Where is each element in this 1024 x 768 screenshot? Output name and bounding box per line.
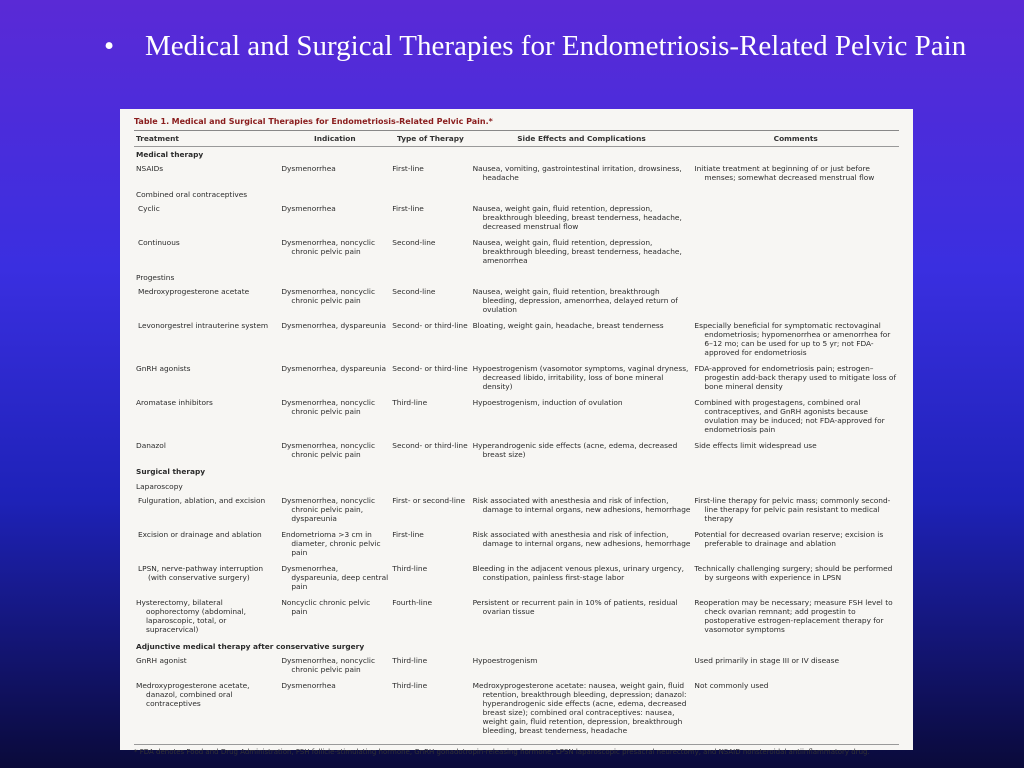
cell-type: First-line [392, 204, 424, 213]
cell-type: First-line [392, 530, 424, 539]
table-title: Medical and Surgical Therapies for Endometriosis-Related Pelvic Pain.* [171, 117, 493, 126]
group-row [134, 270, 899, 285]
cell-indication: Dysmenorrhea [281, 164, 336, 173]
cell-comments: Technically challenging surgery; should be performed by surgeons with experience in LPSN [694, 564, 893, 582]
table-row [134, 654, 899, 679]
cell-type: Second-line [392, 287, 436, 296]
column-header-side-effects: Side Effects and Complications [471, 131, 693, 147]
therapies-table [134, 131, 899, 740]
table-label: Table 1. [134, 117, 170, 126]
table-footnote: * FDA denotes Food and Drug Administration, FSH follicle-stimulating hormone, GnRH gonadotropin-releasing hormone, LPSN laparoscopic presacral neurectomy, and NSAID nonsteroidal antiinflammatory drug. [134, 744, 899, 757]
table-row [134, 439, 899, 464]
cell-comments: Combined with progestagens, combined oral contraceptives, and GnRH agonists because ovulation may be induced; not FDA-approved for endometriosis pain [694, 398, 885, 434]
column-header-treatment: Treatment [134, 131, 279, 147]
cell-side-effects: Medroxyprogesterone acetate: nausea, weight gain, fluid retention, breakthrough bleeding, depression; danazol: hyperandrogenic side effects (acne, edema, decreased breast size); combined oral contraceptives: nausea, weight gain, fluid retention, depression, breakthrough bleeding, breast tenderness, headache [472, 681, 687, 735]
group-heading: Combined oral contraceptives [136, 190, 248, 199]
table-row [134, 562, 899, 596]
table-row [134, 162, 899, 187]
cell-treatment: Excision or drainage and ablation [138, 530, 262, 539]
cell-side-effects: Hypoestrogenism (vasomotor symptoms, vaginal dryness, decreased libido, irritability, loss of bone mineral density) [472, 364, 689, 391]
cell-side-effects: Hypoestrogenism [472, 656, 538, 665]
cell-treatment: Cyclic [138, 204, 160, 213]
table-row [134, 285, 899, 319]
cell-type: Second-line [392, 238, 436, 247]
cell-treatment: Levonorgestrel intrauterine system [138, 321, 269, 330]
cell-indication: Dysmenorrhea, noncyclic chronic pelvic pain [281, 398, 376, 416]
table-row [134, 202, 899, 236]
section-heading: Surgical therapy [136, 467, 206, 476]
group-heading: Progestins [136, 273, 175, 282]
cell-side-effects: Bloating, weight gain, headache, breast tenderness [472, 321, 664, 330]
cell-treatment: LPSN, nerve-pathway interruption (with conservative surgery) [138, 564, 264, 582]
cell-treatment: Aromatase inhibitors [136, 398, 213, 407]
cell-type: First-line [392, 164, 424, 173]
cell-comments: First-line therapy for pelvic mass; commonly second-line therapy for pelvic pain resistant to medical therapy [694, 496, 891, 523]
cell-type: Fourth-line [392, 598, 433, 607]
group-heading: Laparoscopy [136, 482, 183, 491]
table-row [134, 494, 899, 528]
column-header-indication: Indication [279, 131, 390, 147]
cell-indication: Dysmenorrhea, dyspareunia [281, 321, 386, 330]
cell-side-effects: Risk associated with anesthesia and risk of infection, damage to internal organs, new adhesions, hemorrhage [472, 496, 691, 514]
cell-type: Second- or third-line [392, 364, 468, 373]
table-row [134, 528, 899, 562]
table-image [120, 109, 913, 756]
cell-treatment: GnRH agonist [136, 656, 187, 665]
cell-side-effects: Persistent or recurrent pain in 10% of patients, residual ovarian tissue [472, 598, 678, 616]
cell-side-effects: Risk associated with anesthesia and risk of infection, damage to internal organs, new adhesions, hemorrhage [472, 530, 691, 548]
cell-side-effects: Bleeding in the adjacent venous plexus, urinary urgency, constipation, painless first-stage labor [472, 564, 685, 582]
cell-treatment: GnRH agonists [136, 364, 191, 373]
cell-treatment: Fulguration, ablation, and excision [138, 496, 266, 505]
cell-comments: Reoperation may be necessary; measure FSH level to check ovarian remnant; add progestin to postoperative estrogen-replacement therapy for vasomotor symptoms [694, 598, 893, 634]
cell-indication: Dysmenorrhea, dyspareunia [281, 364, 386, 373]
section-row [134, 464, 899, 479]
cell-side-effects: Hyperandrogenic side effects (acne, edema, decreased breast size) [472, 441, 678, 459]
cell-comments: Initiate treatment at beginning of or just before menses; somewhat decreased menstrual flow [694, 164, 875, 182]
cell-treatment: Medroxyprogesterone acetate [138, 287, 250, 296]
cell-indication: Endometrioma >3 cm in diameter, chronic pelvic pain [281, 530, 381, 557]
table-row [134, 236, 899, 270]
table-row [134, 596, 899, 639]
cell-indication: Dysmenorrhea, noncyclic chronic pelvic pain [281, 441, 376, 459]
section-row [134, 639, 899, 654]
cell-type: First- or second-line [392, 496, 466, 505]
cell-side-effects: Nausea, weight gain, fluid retention, depression, breakthrough bleeding, breast tenderness, headache, amenorrhea [472, 238, 682, 265]
cell-indication: Dysmenorrhea [281, 204, 336, 213]
cell-type: Third-line [392, 564, 428, 573]
cell-type: Second- or third-line [392, 321, 468, 330]
table-row [134, 319, 899, 362]
table-row [134, 396, 899, 439]
cell-comments: Side effects limit widespread use [694, 441, 817, 450]
section-heading: Medical therapy [136, 150, 204, 159]
cell-indication: Dysmenorrhea, noncyclic chronic pelvic pain [281, 287, 376, 305]
cell-treatment: Medroxyprogesterone acetate, danazol, combined oral contraceptives [136, 681, 250, 708]
cell-side-effects: Hypoestrogenism, induction of ovulation [472, 398, 623, 407]
cell-type: Third-line [392, 398, 428, 407]
cell-indication: Dysmenorrhea, noncyclic chronic pelvic pain [281, 238, 376, 256]
section-row [134, 147, 899, 163]
cell-side-effects: Nausea, weight gain, fluid retention, depression, breakthrough bleeding, breast tenderness, headache, decreased menstrual flow [472, 204, 682, 231]
cell-indication: Dysmenorrhea, noncyclic chronic pelvic pain, dyspareunia [281, 496, 376, 523]
cell-treatment: Hysterectomy, bilateral oophorectomy (abdominal, laparoscopic, total, or supracervical) [136, 598, 246, 634]
cell-indication: Dysmenorrhea [281, 681, 336, 690]
cell-indication: Dysmenorrhea, dyspareunia, deep central pain [281, 564, 389, 591]
cell-indication: Noncyclic chronic pelvic pain [281, 598, 371, 616]
table-caption [134, 117, 899, 131]
cell-type: Third-line [392, 656, 428, 665]
cell-treatment: NSAIDs [136, 164, 164, 173]
cell-comments: FDA-approved for endometriosis pain; estrogen–progestin add-back therapy used to mitigate loss of bone mineral density [694, 364, 897, 391]
group-row [134, 479, 899, 494]
cell-treatment: Danazol [136, 441, 166, 450]
cell-indication: Dysmenorrhea, noncyclic chronic pelvic pain [281, 656, 376, 674]
cell-comments: Not commonly used [694, 681, 769, 690]
slide-title-text: Medical and Surgical Therapies for Endometriosis-Related Pelvic Pain [145, 30, 967, 62]
table-row [134, 362, 899, 396]
column-header-type: Type of Therapy [390, 131, 470, 147]
cell-treatment: Continuous [138, 238, 180, 247]
bullet-marker: • [104, 30, 115, 62]
cell-side-effects: Nausea, weight gain, fluid retention, breakthrough bleeding, depression, amenorrhea, delayed return of ovulation [472, 287, 678, 314]
column-header-comments: Comments [692, 131, 899, 147]
cell-side-effects: Nausea, vomiting, gastrointestinal irritation, drowsiness, headache [472, 164, 682, 182]
table-header-row [134, 131, 899, 147]
cell-type: Second- or third-line [392, 441, 468, 450]
cell-type: Third-line [392, 681, 428, 690]
cell-comments: Especially beneficial for symptomatic rectovaginal endometriosis; hypomenorrhea or amenorrhea for 6–12 mo; can be used for up to 5 yr; not FDA-approved for endometriosis [694, 321, 891, 357]
cell-comments: Used primarily in stage III or IV disease [694, 656, 840, 665]
cell-comments: Potential for decreased ovarian reserve; excision is preferable to drainage and ablation [694, 530, 884, 548]
group-row [134, 187, 899, 202]
table-row [134, 679, 899, 740]
section-heading: Adjunctive medical therapy after conservative surgery [136, 642, 365, 651]
